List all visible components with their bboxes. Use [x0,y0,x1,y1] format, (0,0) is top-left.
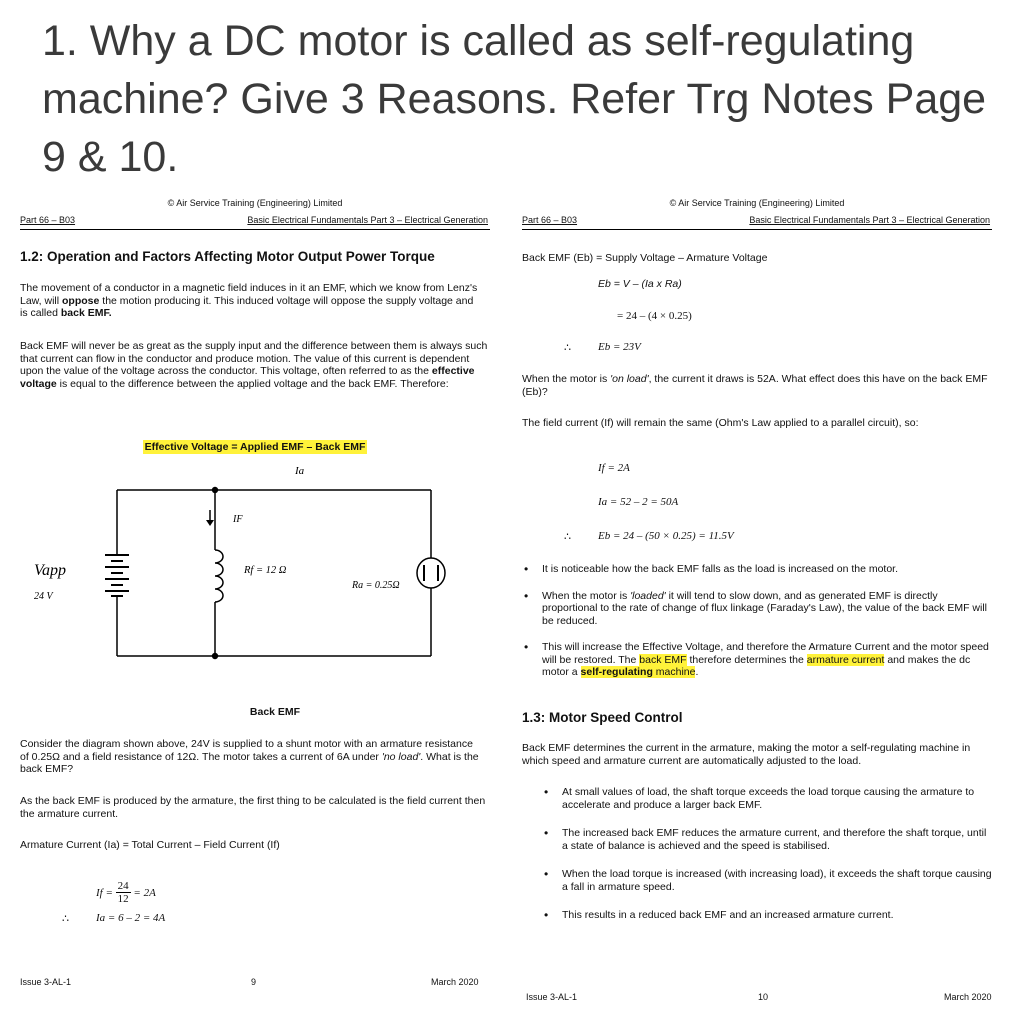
footer-issue: Issue 3-AL-1 [526,992,578,1002]
copyright-line: © Air Service Training (Engineering) Limited [669,198,845,208]
section-title-1-2: 1.2: Operation and Factors Affecting Motor Output Power Torque [20,249,435,264]
list-item: • This results in a reduced back EMF and an increased armature current. [542,909,994,922]
list-item: • When the load torque is increased (with increasing load), it exceeds the shaft torque causing a fall in armature speed. [542,868,994,893]
notes-page-9 [20,192,490,1022]
equation-back-emf: Eb = V – (Ia x Ra) [598,278,682,290]
section-title-1-3: 1.3: Motor Speed Control [522,710,683,725]
footer-page-number: 9 [251,977,257,987]
equation-eb-loaded: Eb = 24 – (50 × 0.25) = 11.5V [598,530,734,542]
paragraph-field-current: The field current (If) will remain the same (Ohm's Law applied to a parallel circuit), so: [522,417,919,429]
back-emf-definition: Back EMF (Eb) = Supply Voltage – Armature Voltage [522,252,768,264]
ra-label: Ra = 0.25Ω [352,580,400,591]
diagram-caption: Back EMF [249,706,301,718]
question-title: 1. Why a DC motor is called as self-regulating machine? Give 3 Reasons. Refer Trg Notes Page 9 & 10. [42,17,987,181]
if-label: IF [233,514,243,525]
notes-page-10 [522,192,992,1022]
footer-issue: Issue 3-AL-1 [20,977,72,987]
rf-label: Rf = 12 Ω [244,565,287,576]
part-label: Part 66 – B03 [20,215,76,225]
junction-dot-top [212,487,218,493]
list-item: • At small values of load, the shaft torque exceeds the load torque causing the armature to accelerate and produce a larger back EMF. [542,786,994,811]
bullet-list-load-effects [522,563,992,679]
equation-ia-loaded: Ia = 52 – 2 = 50A [598,496,679,508]
vapp-label: Vapp [34,562,66,579]
part-label: Part 66 – B03 [522,215,578,225]
course-label: Basic Electrical Fundamentals Part 3 – Electrical Generation [749,215,990,225]
bullet-list-speed-control [542,786,994,922]
paragraph-back-emf: Back EMF will never be as great as the supply input and the difference between them is always such that current can flow in the conductor and produce motion. The value of this current is dependent upon the value of the voltage across the conductor. This voltage, often referred to as the effective voltage is equal to the difference between the applied voltage and the back EMF. Therefore: [20,340,488,390]
current-arrow-icon [206,520,214,526]
supply-voltage-label: 24 V [34,591,53,602]
equation-back-emf-result: Eb = 23V [598,341,641,353]
junction-dot-bottom [212,653,218,659]
equation-substitution: = 24 – (4 × 0.25) [617,310,692,322]
list-item: • It is noticeable how the back EMF falls as the load is increased on the motor. [522,563,992,576]
therefore-symbol: ∴ [564,342,571,354]
list-item: • When the motor is 'loaded' it will tend to slow down, and as generated EMF is directly proportional to the rate of change of flux linkage (Faraday's Law), the value of the back EMF will be reduced. [522,590,992,628]
footer-date: March 2020 [944,992,992,1002]
equation-field-current: If = $\frac{24}{12}$ = 2A [96,880,156,905]
paragraph-on-load: When the motor is 'on load', the current it draws is 52A. What effect does this have on the back EMF (Eb)? [522,373,988,398]
equation-if: If = 2A [598,462,630,474]
footer-page-number: 10 [758,992,769,1002]
page-header [522,215,992,230]
paragraph-lenz: The movement of a conductor in a magnetic field induces in it an EMF, which we know from Lenz's Law, will oppose the motion producing it. This induced voltage will oppose the supply voltage and is called back EMF. [20,282,478,319]
footer-date: March 2020 [431,977,479,987]
paragraph-first-step: As the back EMF is produced by the armature, the first thing to be calculated is the field current then the armature current. [20,795,486,820]
course-label: Basic Electrical Fundamentals Part 3 – Electrical Generation [247,215,488,225]
therefore-symbol: ∴ [62,913,69,925]
paragraph-example: Consider the diagram shown above, 24V is supplied to a shunt motor with an armature resistance of 0.25Ω and a field resistance of 12Ω. The motor takes a current of 6A under 'no load'. What is the back EMF? [20,738,479,775]
equation-armature-current: Ia = 6 – 2 = 4A [96,912,166,924]
list-item: • This will increase the Effective Voltage, and therefore the Armature Current and the motor speed will be restored. The back EMF therefore determines the armature current and makes the dc motor a self-regulating machine. [522,641,992,679]
effective-voltage-formula: Effective Voltage = Applied EMF – Back EMF [144,441,366,453]
therefore-symbol: ∴ [564,531,571,543]
ia-label: Ia [295,465,305,477]
copyright-line: © Air Service Training (Engineering) Limited [167,198,343,208]
armature-current-definition: Armature Current (Ia) = Total Current – Field Current (If) [20,839,280,851]
shunt-motor-circuit-diagram [20,462,490,662]
page-header [20,215,490,230]
paragraph-speed-control: Back EMF determines the current in the armature, making the motor a self-regulating machine in which speed and armature current are automatically adjusted to the load. [522,742,971,767]
list-item: • The increased back EMF reduces the armature current, and therefore the shaft torque, until a state of balance is achieved and the speed is stabilised. [542,827,994,852]
